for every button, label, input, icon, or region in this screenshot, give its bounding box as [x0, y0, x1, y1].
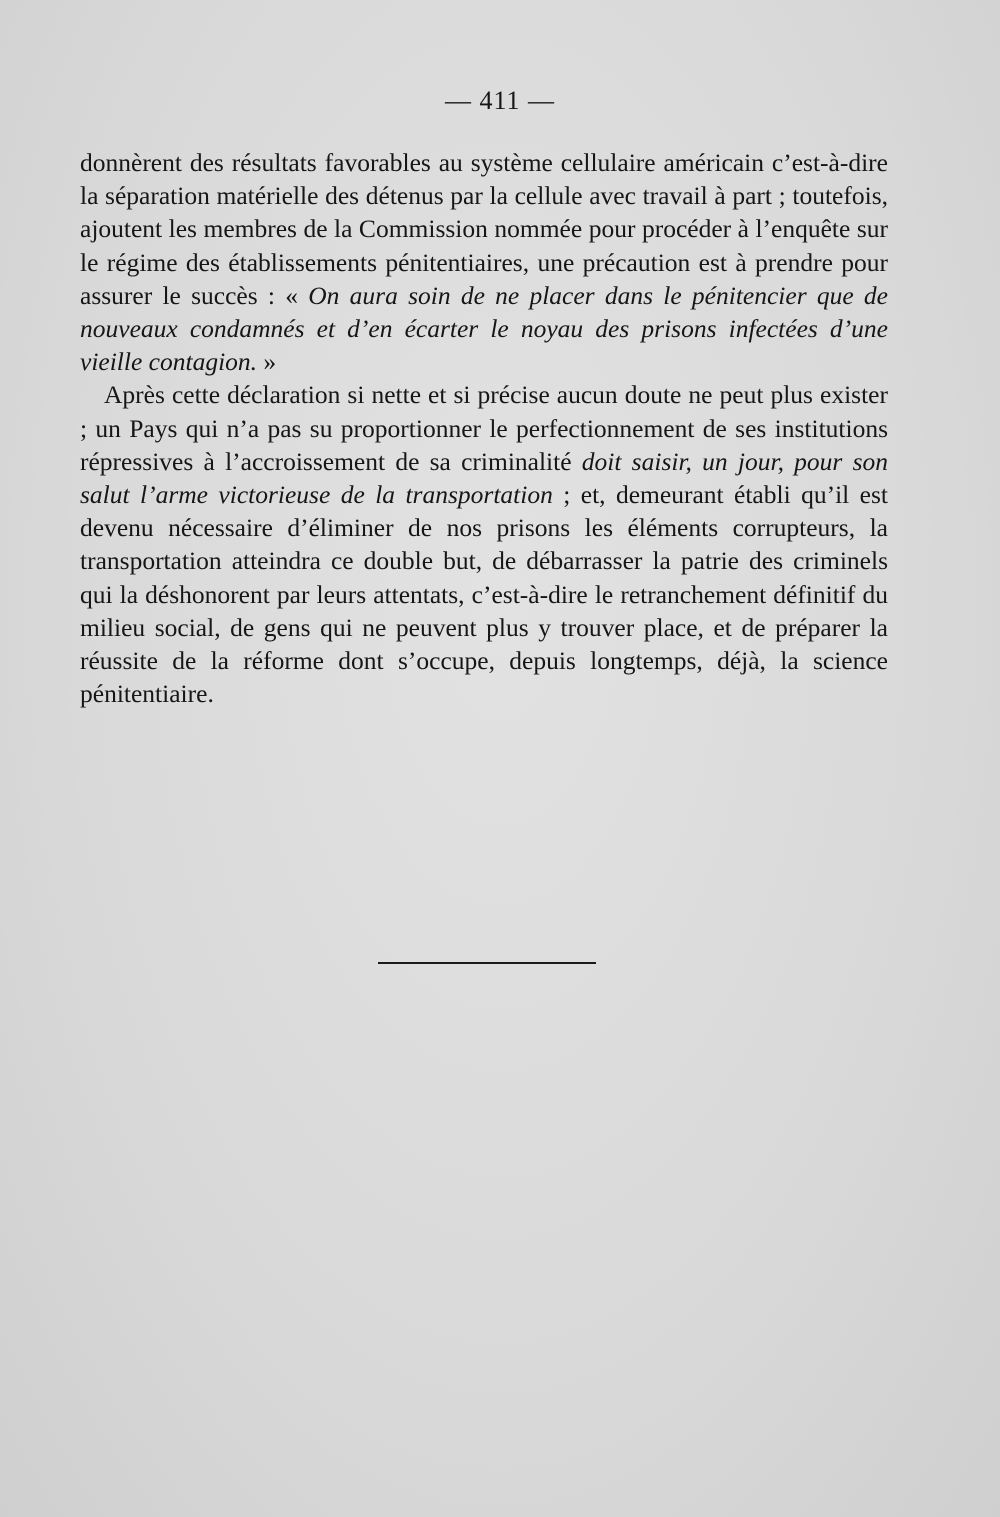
paragraph-2-text-2: ; et, demeurant établi qu’il est devenu nécessaire d’éliminer de nos prisons les éléments corrupteurs, la transportation atteindra ce double but, de débarrasser la patrie des criminels qui la déshonorent par leurs attentats, c’est-à-dire le retranchement définitif du milieu social, de gens qui ne peuvent plus y trouver place, et de préparer la réussite de la réforme dont s’occupe, depuis longtemps, déjà, la science pénitentiaire. — [80, 480, 888, 709]
paragraph-1 — [80, 146, 888, 378]
quote-italic: On aura soin de ne placer dans le pénitencier que de nouveaux condamnés et d’en écarter le noyau des prisons infectées d’une vieille contagion. — [80, 280, 888, 377]
paragraph-2-text-1: Après cette déclaration si nette et si précise aucun doute ne peut plus exister ; un Pays qui n’a pas su proportionner le perfectionnement de ses institutions répressives à l’accroissement de sa criminalité — [80, 380, 888, 476]
quote-close: » — [257, 347, 277, 377]
quote-open: « — [285, 280, 309, 310]
paragraph-1-text: donnèrent des résultats favorables au système cellulaire américain c’est-à-dire la séparation matérielle des détenus par la cellule avec travail à part ; toutefois, ajoutent les membres de la Commission nommée pour procéder à l’enquête sur le régime des établissements pénitentiaires, une précaution est à prendre pour assurer le succès : — [80, 148, 888, 310]
body-text — [80, 146, 888, 710]
end-rule-divider — [378, 962, 596, 964]
paragraph-2 — [80, 378, 888, 710]
paragraph-2-italic: doit saisir, un jour, pour son salut l’arme victorieuse de la transportation — [80, 446, 889, 510]
page-number: — 411 — — [444, 86, 556, 115]
